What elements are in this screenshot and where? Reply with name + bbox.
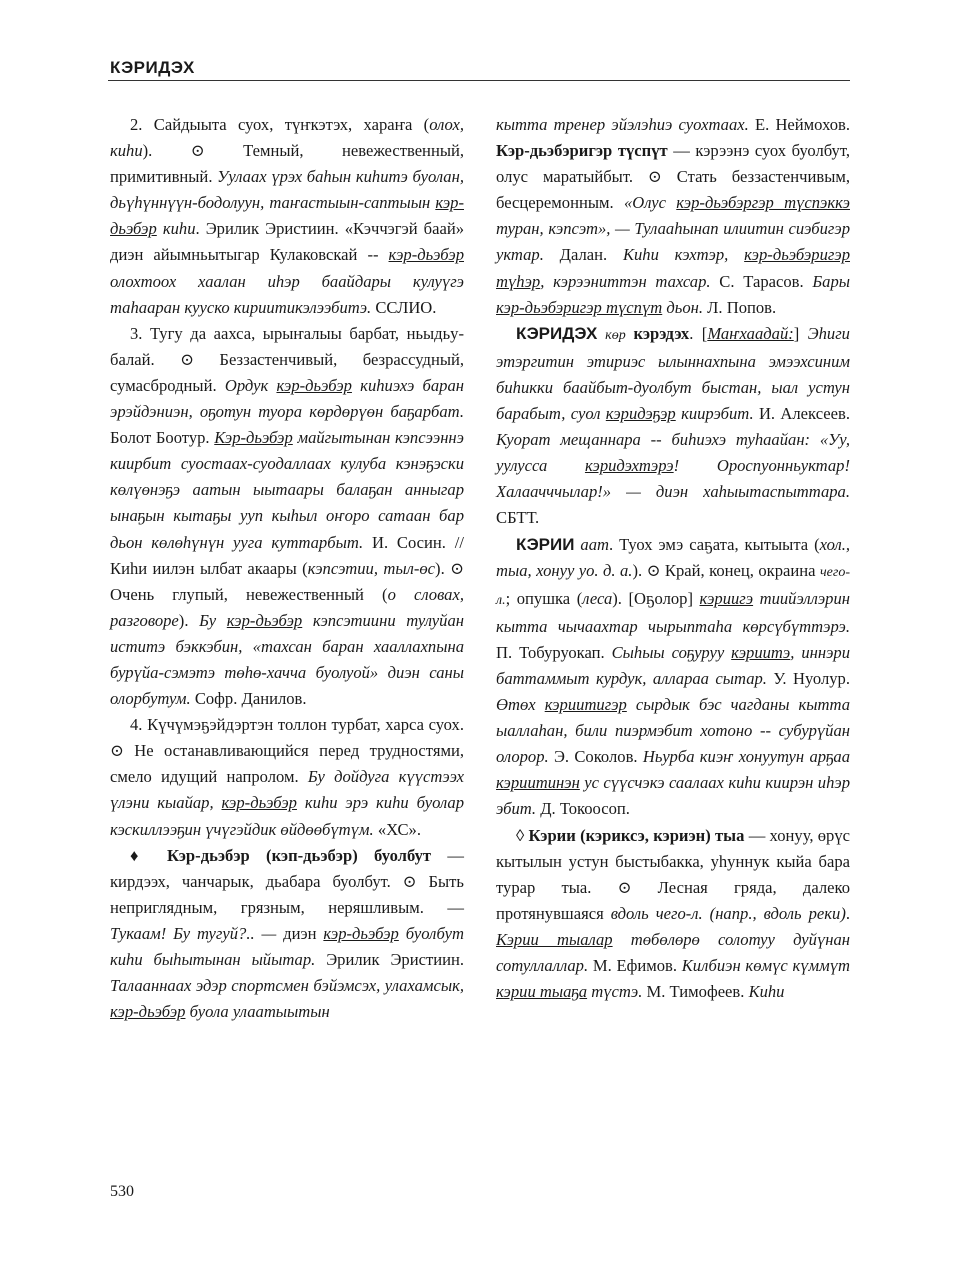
- example-text: Ньурба киэҥ хонуутун арҕаа: [642, 747, 850, 767]
- headword: КЭРИИ: [516, 534, 575, 554]
- entry-paragraph-continuation: [496, 112, 850, 321]
- source: Эрилик Эристиин.: [315, 950, 464, 969]
- example-text: төбөлөрө солотуу дуйүнан сотуллаллар.: [496, 929, 851, 975]
- text: .: [845, 903, 851, 923]
- part-of-speech: аат: [574, 534, 610, 554]
- text: — кэрээнэ суох буолбут, олус маратыйбыт. ⊙ Стать беззастенчивым, бесцеремонным.: [496, 141, 850, 213]
- example-text: киһи эрэ киһи буолар кэскиллээҕин үчүгэйдик өйдөөбүтүм.: [110, 793, 464, 839]
- example-text: Ордук: [224, 375, 277, 395]
- source: У. Нуолур.: [766, 668, 850, 688]
- idiom-headword: Кэрии (кэриксэ, кэриэн) тыа: [528, 825, 745, 845]
- example-text: ! Ороспуонньуктар! Халаачччылар!» — диэн хаһыытаспыттара.: [496, 456, 850, 502]
- underlined-term: кэриитигэр: [544, 695, 627, 715]
- example-text: Киһи кэхтэр,: [622, 245, 745, 265]
- example-text: Килбиэн көмүс күммүт: [681, 956, 850, 975]
- example-text: Бары: [812, 271, 850, 291]
- lozenge-icon: ◊: [516, 825, 529, 845]
- source: СБТТ.: [496, 508, 540, 528]
- left-column: [110, 112, 464, 1025]
- source: «ХС».: [373, 819, 421, 839]
- example-text: Тукаам! Бу тугуй?.. —: [110, 923, 277, 943]
- example-text: Куорат мещаннара -- биһиэхэ туһаайан: «Уу, уулусса: [496, 430, 850, 476]
- text: . Эрилик Эристиин. «Кэччэгэй баай» диэн айымньытыгар Кулаковскай --: [110, 219, 465, 265]
- text: кэпсэтии, тыл-өс: [307, 558, 436, 578]
- underlined-term: кэр-дьэбэр: [276, 375, 352, 395]
- example-text: «Олус: [623, 193, 677, 213]
- underlined-term: Кэрии тыалар: [496, 929, 613, 949]
- text: ). ⊙ Очень глупый, невежественный (: [110, 558, 465, 604]
- underlined-term: кэр-дьэбэр: [323, 923, 399, 943]
- example-text: киһи: [156, 219, 196, 239]
- example-text: майгытынан кэпсээннэ киирбит суостаах-суодаллаах кулуба кэнэҕэски көлүөнэҕэ аатын ыытаары балаҕан анныгар ынаҕын кытаҕы ууп кыһыл оҥоро сатаан бар дьон көлөһүнүн ууга куттарбыт.: [110, 428, 464, 552]
- underlined-term: Кэр-дьэбэр: [214, 428, 293, 448]
- source: Болот Боотур.: [110, 428, 215, 448]
- example-text: ус сүүсчэкэ саалаах киһи киирэн иһэр эбит.: [496, 773, 850, 819]
- underlined-term: кэридэҕэр: [605, 404, 676, 424]
- text: олох, киһи: [110, 115, 464, 161]
- example-text: дьон.: [662, 297, 704, 317]
- example-text: диэн саны олорбутум.: [110, 662, 464, 709]
- example-text: туран, кэпсэт», — Тулааһынап илиитин сиэбигэр уктар.: [496, 219, 850, 265]
- text: — хонуу, өрүс кытылын устун быстыбакка, уһуннук кыйа бара турар тыа. ⊙ Лесная гряда, далеко протянувшаяся: [496, 825, 851, 923]
- header-title: КЭРИДЭХ: [110, 58, 195, 77]
- entry-paragraph-sense-2: [110, 112, 464, 321]
- underlined-term: кэр-дьэбэр: [110, 193, 464, 239]
- example-text: сырдык бэс чагданы кытта ыаллаһан, били пиэрмэбит хотоно -- субурүйан олорор.: [496, 695, 850, 767]
- text: вдоль чего-л. (напр., вдоль реки): [610, 903, 846, 923]
- entry-paragraph-idiom: [110, 843, 464, 1026]
- text: чего-л.: [496, 564, 850, 608]
- underlined-term: кэриитэ: [731, 642, 791, 662]
- example-text: түстэ.: [587, 982, 643, 1002]
- cross-reference: кэрэдэх: [633, 323, 690, 343]
- entry-kerii: [496, 532, 850, 823]
- text: ]: [793, 323, 808, 343]
- example-text: буола улаатыытын: [185, 1002, 330, 1022]
- underlined-term: кэр-дьэбэр: [226, 610, 303, 630]
- diamond-icon: ♦: [130, 845, 167, 865]
- example-text: Эһиги этэргитин этириэс ылыннахпына эмээхсиним биһикки баайбыт-дуолбут быстан, ыал устун барабыт, суол: [496, 323, 850, 424]
- source: М. Тимофеев.: [642, 982, 749, 1002]
- running-header: [108, 56, 850, 81]
- source: Е. Неймохов.: [748, 115, 851, 134]
- text: хол., тыа, хонуу уо. д. а.: [496, 534, 850, 580]
- source: И. Алексеев.: [753, 404, 850, 424]
- source: Э. Соколов.: [548, 747, 643, 767]
- page-number: 530: [110, 1183, 134, 1200]
- text: леса: [582, 588, 613, 608]
- underlined-term: кэриитинэн: [496, 773, 580, 793]
- text: диэн: [276, 923, 324, 943]
- underlined-term: Маҥхаадай:: [707, 323, 794, 343]
- example-text: Сыһыы соҕуруу: [611, 642, 732, 662]
- source: П. Тобуруокап.: [496, 642, 612, 662]
- source: Далан.: [543, 245, 623, 265]
- source: ССЛИО.: [371, 297, 437, 317]
- example-text: олохтоох хаалан иһэр баайдары кулуүгэ таһааран кууско кириитикэлээбитэ.: [110, 271, 464, 317]
- entry-kerii-idiom: [496, 823, 850, 1006]
- underlined-term: кэр-дьэбэригэр түспүт: [496, 297, 663, 317]
- example-text: Бу: [199, 610, 227, 630]
- example-text: тиийэллэрин кытта чычаахтар чырыптаһа көрсүбүттэрэ.: [496, 588, 850, 636]
- example-text: Киһи: [748, 982, 785, 1002]
- underlined-term: кэр-дьэбэригэр түһэр: [496, 245, 850, 291]
- example-text: кытта тренер эйэлэһиэ суохтаах.: [496, 115, 749, 134]
- underlined-term: кэриигэ: [699, 588, 754, 608]
- source: М. Ефимов.: [588, 956, 682, 975]
- headword: КЭРИДЭХ: [516, 323, 598, 343]
- text: ). [Оҕолор]: [612, 588, 700, 608]
- example-text: Уулаах үрэх баһын киһитэ буолан, дьүһүннүүн-бодолуун, таҥастыын-саптыын: [110, 167, 464, 213]
- entry-paragraph-sense-3: [110, 321, 464, 712]
- example-text: киһиэхэ баран эрэйдэниэн, оҕотун туора көрдөрүөн баҕарбат.: [110, 375, 464, 422]
- text: 4. Күчүмэҕэйдэртэн толлон турбат, харса суох. ⊙ Не останавливающийся перед трудностями, смело идущий напролом.: [110, 715, 464, 787]
- underlined-term: кэр-дьэбэр: [110, 1002, 186, 1022]
- text: . [: [689, 323, 708, 343]
- text: ; опушка (: [505, 588, 583, 608]
- underlined-term: кэр-дьэбэр: [221, 793, 297, 813]
- right-column: [496, 112, 850, 1005]
- text: . Туох эмэ саҕата, кытыыта (: [609, 534, 820, 554]
- text: ).: [178, 610, 200, 630]
- text: 2. Сайдыыта суох, түҥкэтэх, хараҥа (: [130, 115, 430, 134]
- example-text: буолбут киһи быһытынан ыйытар.: [110, 923, 464, 969]
- text: 3. Тугу да аахса, ырыҥалыы барбат, ньыдьу-балай. ⊙ Беззастенчивый, безрассудный, сумасбродный.: [110, 323, 464, 395]
- idiom-headword: Кэр-дьэбэр (кэп-дьэбэр) буолбут: [166, 845, 432, 865]
- example-text: кэпсэтиини тулуйан иститэ бэккэбин, «тахсан баран хааллахпына бурүйа-сэмэтэ төһө-хачча буолуой»: [110, 610, 464, 682]
- entry-keridekh: [496, 321, 850, 532]
- source: Д. Токоосоп.: [536, 799, 630, 819]
- entry-paragraph-sense-4: [110, 712, 464, 842]
- source: Софр. Данилов.: [190, 689, 307, 709]
- example-text: Бу дойдуга күүстээх үлэни кыайар,: [110, 767, 464, 813]
- text: көр: [597, 327, 634, 343]
- example-text: Талааннаах эдэр спортсмен бэйэмсэх, улахамсык,: [110, 976, 464, 996]
- example-text: , иннэри баттаммыт курдук, алларaа сытар.: [496, 642, 851, 688]
- text: ). ⊙ Край, конец, окраина: [632, 560, 820, 580]
- underlined-term: кэр-дьэбэргэр түспэккэ: [676, 193, 850, 213]
- text: о словах, разговоре: [110, 584, 464, 630]
- text: — кирдээх, чанчарык, дьабара буолбут. ⊙ Быть неприглядным, грязным, неряшливым. —: [110, 845, 464, 917]
- example-text: , кэрээниттэн тахсар.: [540, 271, 711, 291]
- text: И. Сосин. // Киһи иилэн ылбат акаары (: [110, 532, 464, 578]
- source: С. Тарасов.: [710, 271, 813, 291]
- underlined-term: кэридэхтэрэ: [584, 456, 674, 476]
- underlined-term: кэр-дьэбэр: [388, 245, 464, 265]
- text: ). ⊙ Темный, невежественный, примитивный.: [110, 141, 464, 187]
- example-text: киирэбит.: [675, 404, 754, 424]
- underlined-term: кэрии тыаҕа: [496, 982, 588, 1002]
- idiom-headword: Кэр-дьэбэригэр түспүт: [496, 141, 668, 161]
- source: Л. Попов.: [703, 297, 777, 317]
- example-text: Өтөх: [496, 695, 545, 715]
